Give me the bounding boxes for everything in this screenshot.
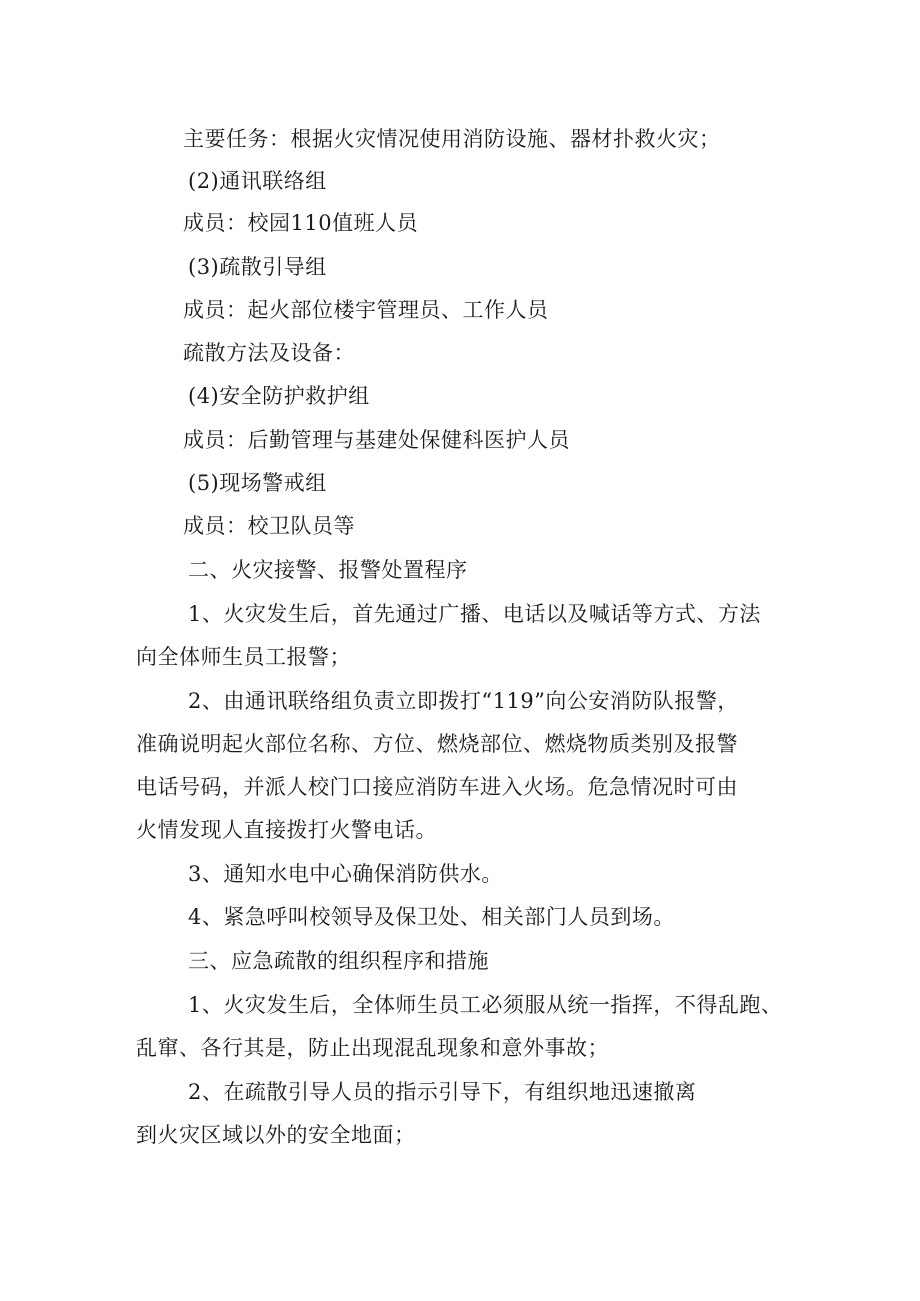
text-line: 1、火灾发生后，全体师生员工必须服从统一指挥，不得乱跑、 <box>188 993 783 1017</box>
text-line: 成员：后勤管理与基建处保健科医护人员 <box>183 428 570 452</box>
text-line: 主要任务：根据火灾情况使用消防设施、器材扑救火灾； <box>183 127 721 151</box>
text-line: 火情发现人直接拨打火警电话。 <box>136 818 437 842</box>
text-line: 电话号码，并派人校门口接应消防车进入火场。危急情况时可由 <box>136 775 738 799</box>
text-line: 2、在疏散引导人员的指示引导下，有组织地迅速撤离 <box>188 1080 697 1104</box>
text-line: 乱窜、各行其是，防止出现混乱现象和意外事故； <box>136 1036 609 1060</box>
text-line: 到火灾区域以外的安全地面； <box>136 1123 416 1147</box>
text-line: (2)通讯联络组 <box>188 169 327 193</box>
text-line: 3、通知水电中心确保消防供水。 <box>188 862 503 886</box>
section-heading: 二、火灾接警、报警处置程序 <box>188 558 468 582</box>
text-line: 1、火灾发生后，首先通过广播、电话以及喊话等方式、方法 <box>188 602 761 626</box>
section-heading: 三、应急疏散的组织程序和措施 <box>188 949 489 973</box>
text-line: 4、紧急呼叫校领导及保卫处、相关部门人员到场。 <box>188 905 675 929</box>
text-line: 成员：校卫队员等 <box>183 514 355 538</box>
text-line: 成员：起火部位楼宇管理员、工作人员 <box>183 298 549 322</box>
text-line: 向全体师生员工报警； <box>136 645 351 669</box>
text-line: (4)安全防护救护组 <box>188 384 370 408</box>
text-line: 2、由通讯联络组负责立即拨打“119”向公安消防队报警， <box>188 689 739 713</box>
text-line: 成员：校园110值班人员 <box>183 211 419 235</box>
text-line: 疏散方法及设备： <box>183 341 355 365</box>
text-line: (3)疏散引导组 <box>188 255 327 279</box>
text-line: (5)现场警戒组 <box>188 471 327 495</box>
text-line: 准确说明起火部位名称、方位、燃烧部位、燃烧物质类别及报警 <box>136 732 738 756</box>
